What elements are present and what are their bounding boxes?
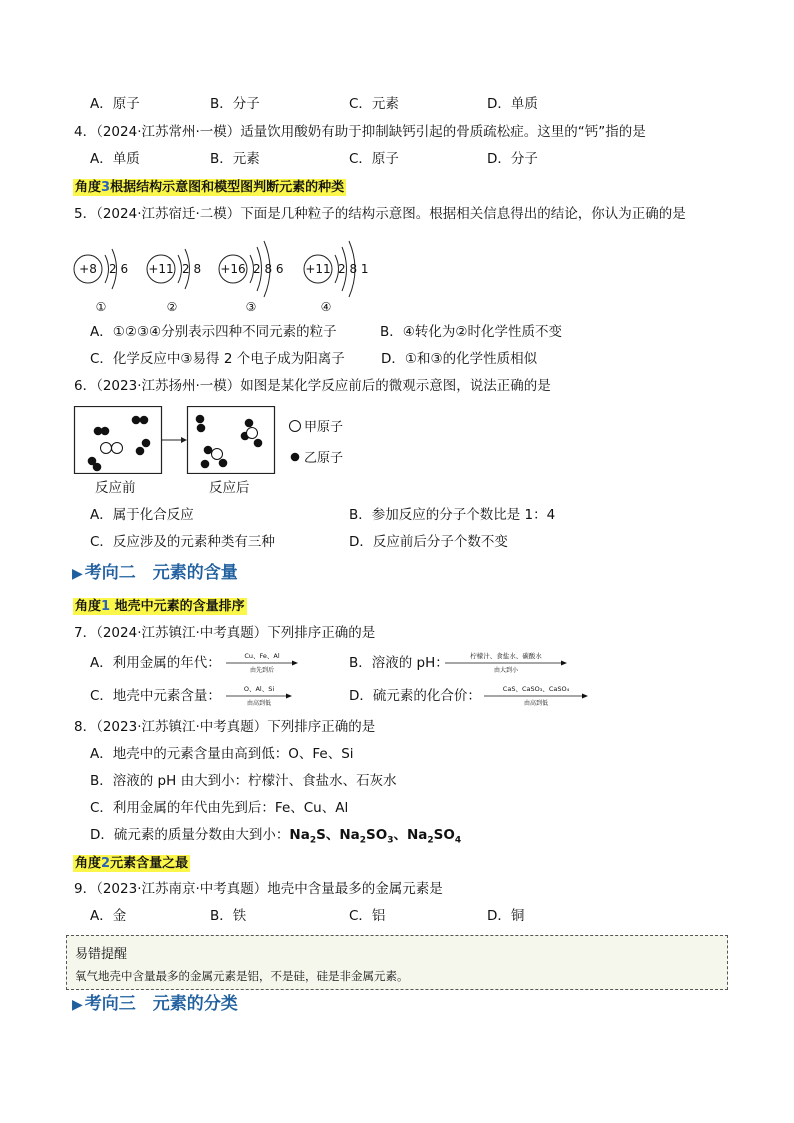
q5-option-c: C．化学反应中③易得 2 个电子成为阳离子 xyxy=(90,351,345,367)
atom-2-label: ② xyxy=(166,300,178,314)
atom-structure-diagrams xyxy=(0,235,794,315)
q7-option-d: D．硫元素的化合价： xyxy=(349,688,481,704)
q7-stem: 7．（2024·江苏镇江·中考真题）下列排序正确的是 xyxy=(74,625,376,641)
atom-1-nucleus: +8 xyxy=(79,262,97,276)
q4-option-d: D．分子 xyxy=(487,151,538,167)
atom-2-shells: 2 8 xyxy=(182,262,202,276)
atom-3-shells: 2 8 6 xyxy=(253,262,284,276)
q9-option-c: C．铝 xyxy=(349,908,386,924)
q8-option-b: B．溶液的 pH 由大到小：柠檬汁、食盐水、石灰水 xyxy=(90,773,397,789)
q7-option-c: C．地壳中元素含量： xyxy=(90,688,221,704)
error-tip-box xyxy=(66,935,728,990)
q3-option-d: D．单质 xyxy=(487,96,538,112)
q5-option-a: A．①②③④分别表示四种不同元素的粒子 xyxy=(90,324,337,340)
q4-option-a: A．单质 xyxy=(90,151,140,167)
section-2-heading: ▶ 考向二 元素的含量 xyxy=(72,563,238,583)
q9-option-d: D．铜 xyxy=(487,908,525,924)
atom-1-shells: 2 6 xyxy=(109,262,129,276)
q6-option-b: B．参加反应的分子个数比是 1：4 xyxy=(349,507,556,523)
q7-d-arrow: CaS、CaSO₃、CaSO₄ 由高到低 xyxy=(484,686,588,707)
atom-4-label: ④ xyxy=(320,300,332,314)
q6-option-c: C．反应涉及的元素种类有三种 xyxy=(90,534,275,550)
q3-option-c: C．元素 xyxy=(349,96,399,112)
atom-1-label: ① xyxy=(95,300,107,314)
before-label: 反应前 xyxy=(95,480,136,496)
angle-2-heading: 角度2元素含量之最 xyxy=(75,856,189,871)
black-atom-icon xyxy=(291,453,300,462)
q7-b-arrow: 柠檬汁、食盐水、碳酸水 由大到小 xyxy=(445,653,567,674)
q8-stem: 8．（2023·江苏镇江·中考真题）下列排序正确的是 xyxy=(74,719,376,735)
tip-text: 氧气地壳中含量最多的金属元素是铝，不是硅，硅是非金属元素。 xyxy=(75,969,409,983)
triangle-icon: ▶ xyxy=(72,997,83,1013)
angle-3-heading: 角度3根据结构示意图和模型图判断元素的种类 xyxy=(75,180,345,195)
q6-stem: 6．（2023·江苏扬州·一模）如图是某化学反应前后的微观示意图，说法正确的是 xyxy=(74,378,551,394)
section-3-heading: ▶ 考向三 元素的分类 xyxy=(72,994,238,1014)
q8-option-d: D．硫元素的质量分数由大到小：$Na_2S$、$Na_2SO_3$、$Na_2SO_4$ xyxy=(90,827,462,846)
tip-title: 易错提醒 xyxy=(75,947,128,962)
q6-option-d: D．反应前后分子个数不变 xyxy=(349,534,508,550)
q7-a-arrow: Cu、Fe、Al 由先到后 xyxy=(226,653,298,674)
q5-option-b: B．④转化为②时化学性质不变 xyxy=(380,324,562,340)
q4-stem: 4．（2024·江苏常州·一模）适量饮用酸奶有助于抑制缺钙引起的骨质疏松症。这里的“钙”指的是 xyxy=(74,124,646,140)
q4-option-b: B．元素 xyxy=(210,151,260,167)
reaction-micro-diagram xyxy=(0,406,794,474)
q4-option-c: C．原子 xyxy=(349,151,399,167)
q5-stem: 5．（2024·江苏宿迁·二模）下面是几种粒子的结构示意图。根据相关信息得出的结论，你认为正确的是 xyxy=(74,206,686,222)
q3-option-b: B．分子 xyxy=(210,96,260,112)
q8-option-c: C．利用金属的年代由先到后：Fe、Cu、Al xyxy=(90,800,349,816)
q8-option-a: A．地壳中的元素含量由高到低：O、Fe、Si xyxy=(90,746,354,762)
q6-option-a: A．属于化合反应 xyxy=(90,507,194,523)
q5-option-d: D．①和③的化学性质相似 xyxy=(381,351,538,367)
q9-stem: 9．（2023·江苏南京·中考真题）地壳中含量最多的金属元素是 xyxy=(74,881,443,897)
q7-option-b: B．溶液的 pH： xyxy=(349,655,449,671)
q9-option-a: A．金 xyxy=(90,908,127,924)
atom-4-shells: 2 8 1 xyxy=(338,262,369,276)
after-label: 反应后 xyxy=(209,480,250,496)
q7-option-a: A．利用金属的年代： xyxy=(90,655,221,671)
atom-3-nucleus: +16 xyxy=(220,262,246,276)
white-atom-icon xyxy=(290,421,301,432)
q9-option-b: B．铁 xyxy=(210,908,247,924)
atom-2-nucleus: +11 xyxy=(148,262,174,276)
atom-4-nucleus: +11 xyxy=(305,262,331,276)
legend-b-label: 乙原子 xyxy=(304,451,344,466)
angle-1-heading: 角度1 地壳中元素的含量排序 xyxy=(75,599,245,614)
legend-a-label: 甲原子 xyxy=(304,420,344,435)
triangle-icon: ▶ xyxy=(72,566,83,582)
q7-c-arrow: O、Al、Si 由高到低 xyxy=(226,686,292,707)
atom-3-label: ③ xyxy=(245,300,257,314)
q3-option-a: A．原子 xyxy=(90,96,140,112)
